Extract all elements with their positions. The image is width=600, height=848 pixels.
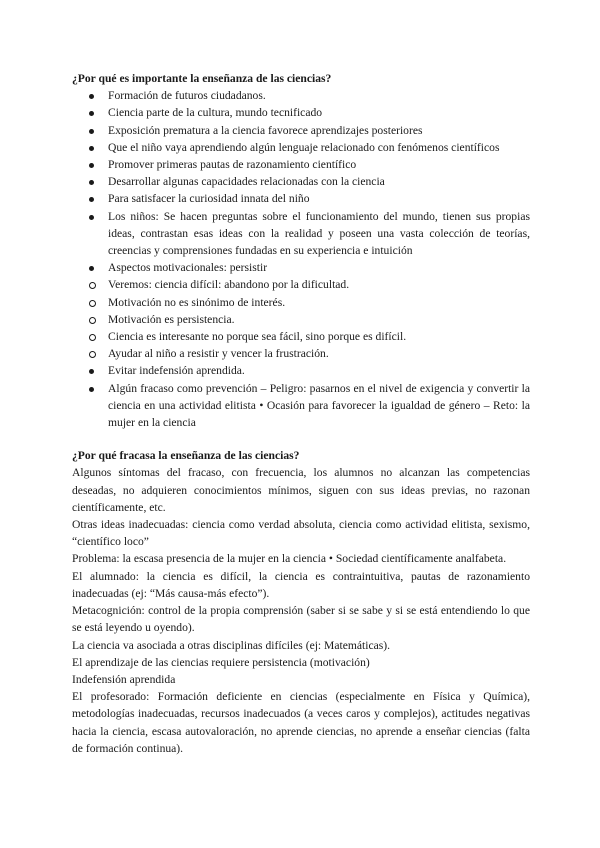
sub-list-item: Motivación es persistencia.: [72, 311, 530, 328]
document-page: [72, 70, 530, 757]
paragraph: El alumnado: la ciencia es difícil, la ciencia es contraintuitiva, pautas de razonamiento inadecuadas (ej: “Más causa-más efecto”).: [72, 569, 530, 600]
importance-list-continued: [72, 362, 530, 431]
list-item: Formación de futuros ciudadanos.: [72, 87, 530, 104]
section-title-failure: ¿Por qué fracasa la enseñanza de las ciencias?: [72, 449, 300, 463]
paragraph: Problema: la escasa presencia de la mujer en la ciencia • Sociedad científicamente analfabeta.: [72, 552, 507, 566]
section-spacer: [72, 431, 530, 447]
list-item: Desarrollar algunas capacidades relacionadas con la ciencia: [72, 173, 530, 190]
paragraph: Metacognición: control de la propia comprensión (saber si se sabe y si se está entendiendo lo que se está leyendo u oyendo).: [72, 604, 530, 635]
list-item: Aspectos motivacionales: persistir: [72, 259, 530, 276]
importance-list: [72, 87, 530, 276]
sub-list-item: Veremos: ciencia difícil: abandono por la dificultad.: [72, 276, 530, 293]
list-item: Ciencia parte de la cultura, mundo tecnificado: [72, 104, 530, 121]
section-title-importance: ¿Por qué es importante la enseñanza de las ciencias?: [72, 72, 332, 85]
paragraph: Otras ideas inadecuadas: ciencia como verdad absoluta, ciencia como actividad elitista, sexismo, “científico loco”: [72, 518, 530, 549]
sub-list-item: Motivación no es sinónimo de interés.: [72, 294, 530, 311]
list-item: Exposición prematura a la ciencia favorece aprendizajes posteriores: [72, 122, 530, 139]
list-item: Los niños: Se hacen preguntas sobre el funcionamiento del mundo, tienen sus propias ideas, contrastan esas ideas con la realidad y poseen una vasta colección de teorías, creencias y comprensiones fundadas en su experiencia e intuición: [72, 208, 530, 260]
sub-list-item: Ciencia es interesante no porque sea fácil, sino porque es difícil.: [72, 328, 530, 345]
list-item: Para satisfacer la curiosidad innata del niño: [72, 190, 530, 207]
paragraph: Algunos síntomas del fracaso, con frecuencia, los alumnos no alcanzan las competencias deseadas, no adquieren conocimientos mínimos, siguen con sus ideas previas, no razonan científicamente, etc.: [72, 466, 530, 514]
sub-list-item: Ayudar al niño a resistir y vencer la frustración.: [72, 345, 530, 362]
paragraph: El profesorado: Formación deficiente en ciencias (especialmente en Física y Química), metodologías inadecuadas, recursos inadecuados (a veces caros y complejos), actitudes negativas hacia la ciencia, escasa autovaloración, no aprende ciencias, no aprende a enseñar ciencias (falta de formación continua).: [72, 690, 530, 755]
paragraph: La ciencia va asociada a otras disciplinas difíciles (ej: Matemáticas).: [72, 638, 391, 652]
list-item: Que el niño vaya aprendiendo algún lenguaje relacionado con fenómenos científicos: [72, 139, 530, 156]
paragraph: El aprendizaje de las ciencias requiere persistencia (motivación): [72, 655, 370, 669]
paragraph: Indefensión aprendida: [72, 672, 176, 686]
motivation-sublist: [72, 276, 530, 362]
list-item: Algún fracaso como prevención – Peligro: pasarnos en el nivel de exigencia y convertir la ciencia en una actividad elitista • Ocasión para favorecer la igualdad de género – Reto: la mujer en la ciencia: [72, 380, 530, 432]
list-item: Evitar indefensión aprendida.: [72, 362, 530, 379]
list-item: Promover primeras pautas de razonamiento científico: [72, 156, 530, 173]
